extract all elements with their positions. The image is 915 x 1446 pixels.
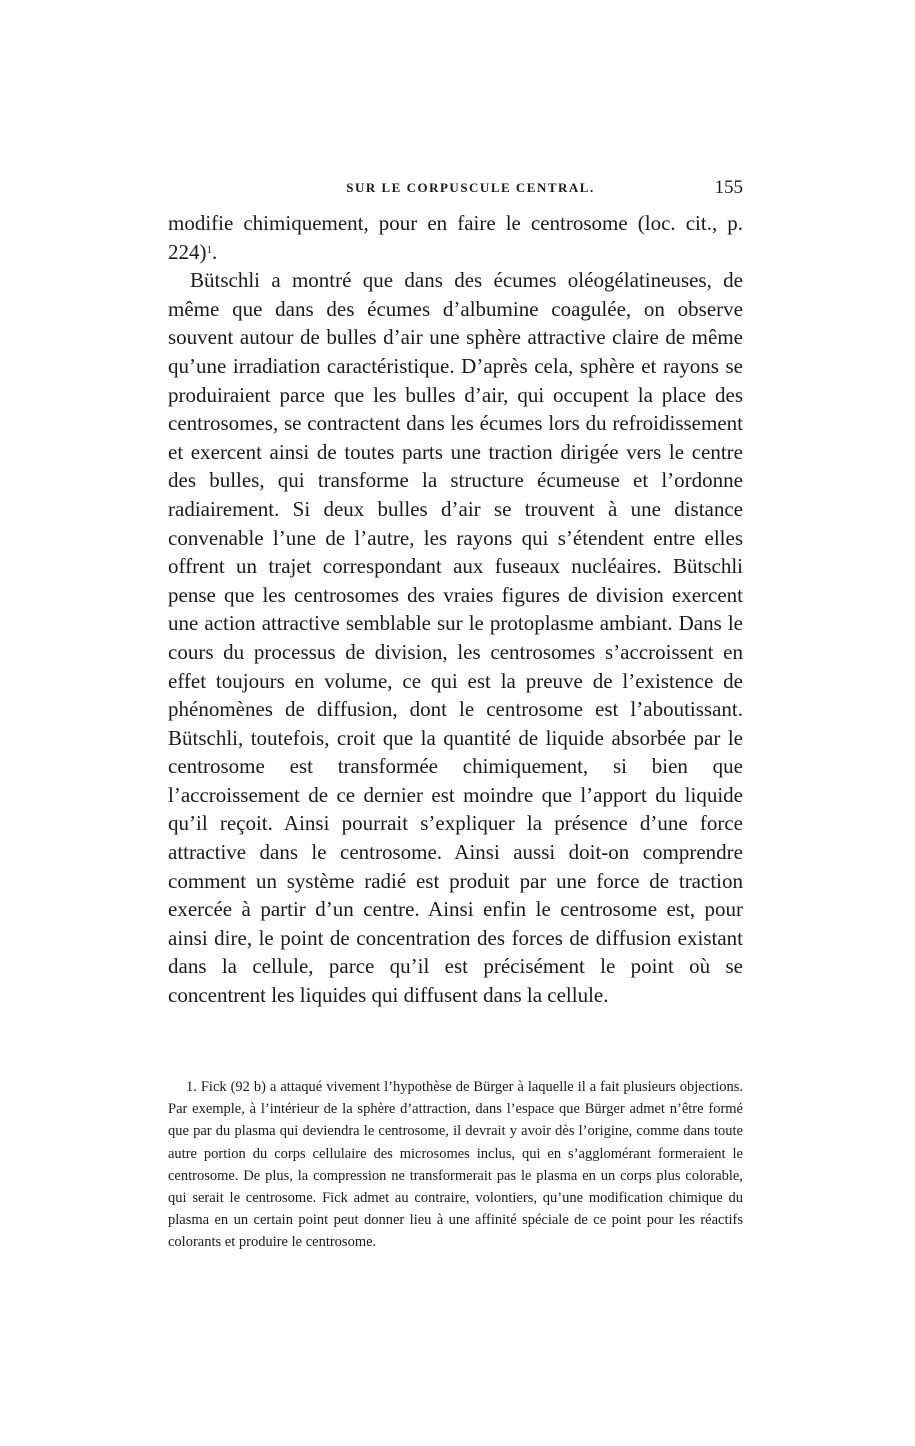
paragraph-continuation-text: modifie chimiquement, pour en faire le centrosome (loc. cit., p. 224) — [168, 211, 743, 264]
page-number: 155 — [714, 177, 743, 198]
page-header — [168, 177, 743, 204]
footnote — [168, 1076, 743, 1254]
footnote-reference: 1 — [206, 243, 212, 256]
paragraph-butschli: Bütschli a montré que dans des écumes oléogélatineuses, de même que dans des écumes d’albumine coagulée, on observe souvent autour de bulles d’air une sphère attractive claire de même qu’une irradiation caractéristique. D’après cela, sphère et rayons se produiraient parce que les bulles d’air, qui occupent la place des centrosomes, se contractent dans les écumes lors du refroidissement et exercent ainsi de toutes parts une traction dirigée vers le centre des bulles, qui transforme la structure écumeuse et l’ordonne radiairement. Si deux bulles d’air se trouvent à une distance convenable l’une de l’autre, les rayons qui s’étendent entre elles offrent un trajet correspondant aux fuseaux nucléaires. Bütschli pense que les centrosomes des vraies figures de division exercent une action attractive semblable sur le protoplasme ambiant. Dans le cours du processus de division, les centrosomes s’accroissent en effet toujours en volume, ce qui est la preuve de l’existence de phénomènes de diffusion, dont le centrosome est l’aboutissant. Bütschli, toutefois, croit que la quantité de liquide absorbée par le centrosome est transformée chimiquement, si bien que l’accroissement de ce dernier est moindre que l’apport du liquide qu’il reçoit. Ainsi pourrait s’expliquer la présence d’une force attractive dans le centrosome. Ainsi aussi doit-on comprendre comment un système radié est produit par une force de traction exercée à partir d’un centre. Ainsi enfin le centrosome est, pour ainsi dire, le point de concentration des forces de diffusion existant dans la cellule, parce qu’il est précisément le point où se concentrent les liquides qui diffusent dans la cellule. — [168, 268, 743, 1008]
footnote-text: 1. Fick (92 b) a attaqué vivement l’hypothèse de Bürger à laquelle il a fait plusieurs objections. Par exemple, à l’intérieur de la sphère d’attraction, dans l’espace que Bürger admet n’être formé que par du plasma qui deviendra le centrosome, il devrait y avoir dès l’origine, comme dans toute autre portion du corps cellulaire des microsomes inclus, qui en s’agglomérant formeraient le centrosome. De plus, la compression ne transformerait pas le plasma en un corps plus colorable, qui serait le centrosome. Fick admet au contraire, volontiers, qu’une modification chimique du plasma en un certain point peut donner lieu à une affinité spéciale de ce point pour les réactifs colorants et produire le centrosome. — [168, 1079, 743, 1251]
body-text — [168, 209, 743, 1010]
paragraph-continuation-end: . — [212, 239, 218, 264]
running-head: SUR LE CORPUSCULE CENTRAL. — [346, 180, 595, 195]
paragraph-continuation — [168, 209, 743, 266]
